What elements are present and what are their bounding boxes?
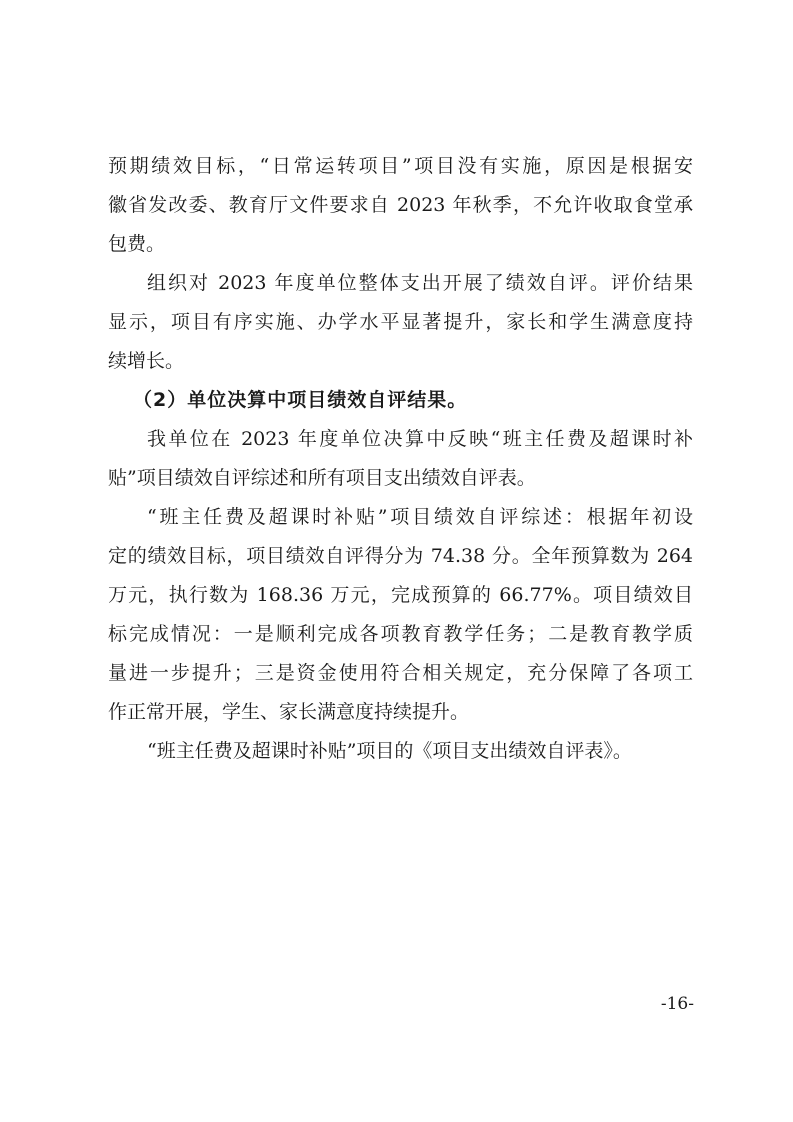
paragraph-line: 作正常开展，学生、家长满意度持续提升。 — [108, 701, 470, 723]
paragraph-line: 万元，执行数为 168.36 万元，完成预算的 66.77%。项目绩效目 — [108, 584, 693, 606]
paragraph-line: 预期绩效目标，“日常运转项目”项目没有实施，原因是根据安 — [108, 155, 693, 177]
section-heading: （2）单位决算中项目绩效自评结果。 — [133, 389, 468, 411]
paragraph-line: 包费。 — [108, 233, 166, 255]
paragraph-line: 组织对 2023 年度单位整体支出开展了绩效自评。评价结果 — [147, 272, 693, 294]
paragraph-line: “班主任费及超课时补贴”项目绩效自评综述：根据年初设 — [147, 506, 693, 528]
paragraph-line: 续增长。 — [108, 350, 185, 372]
paragraph-line: 显示，项目有序实施、办学水平显著提升，家长和学生满意度持 — [108, 311, 693, 333]
paragraph-line: “班主任费及超课时补贴”项目的《项目支出绩效自评表》。 — [147, 740, 632, 762]
page-number: -16- — [660, 994, 694, 1014]
paragraph-line: 定的绩效目标，项目绩效自评得分为 74.38 分。全年预算数为 264 — [108, 545, 693, 567]
paragraph-line: 我单位在 2023 年度单位决算中反映“班主任费及超课时补 — [147, 428, 693, 450]
paragraph-line: 徽省发改委、教育厅文件要求自 2023 年秋季，不允许收取食堂承 — [108, 194, 693, 216]
paragraph-line: 贴”项目绩效自评综述和所有项目支出绩效自评表。 — [108, 467, 536, 489]
body-text — [108, 147, 693, 771]
paragraph-line: 标完成情况：一是顺利完成各项教育教学任务；二是教育教学质 — [108, 623, 693, 645]
paragraph-line: 量进一步提升；三是资金使用符合相关规定，充分保障了各项工 — [108, 662, 693, 684]
